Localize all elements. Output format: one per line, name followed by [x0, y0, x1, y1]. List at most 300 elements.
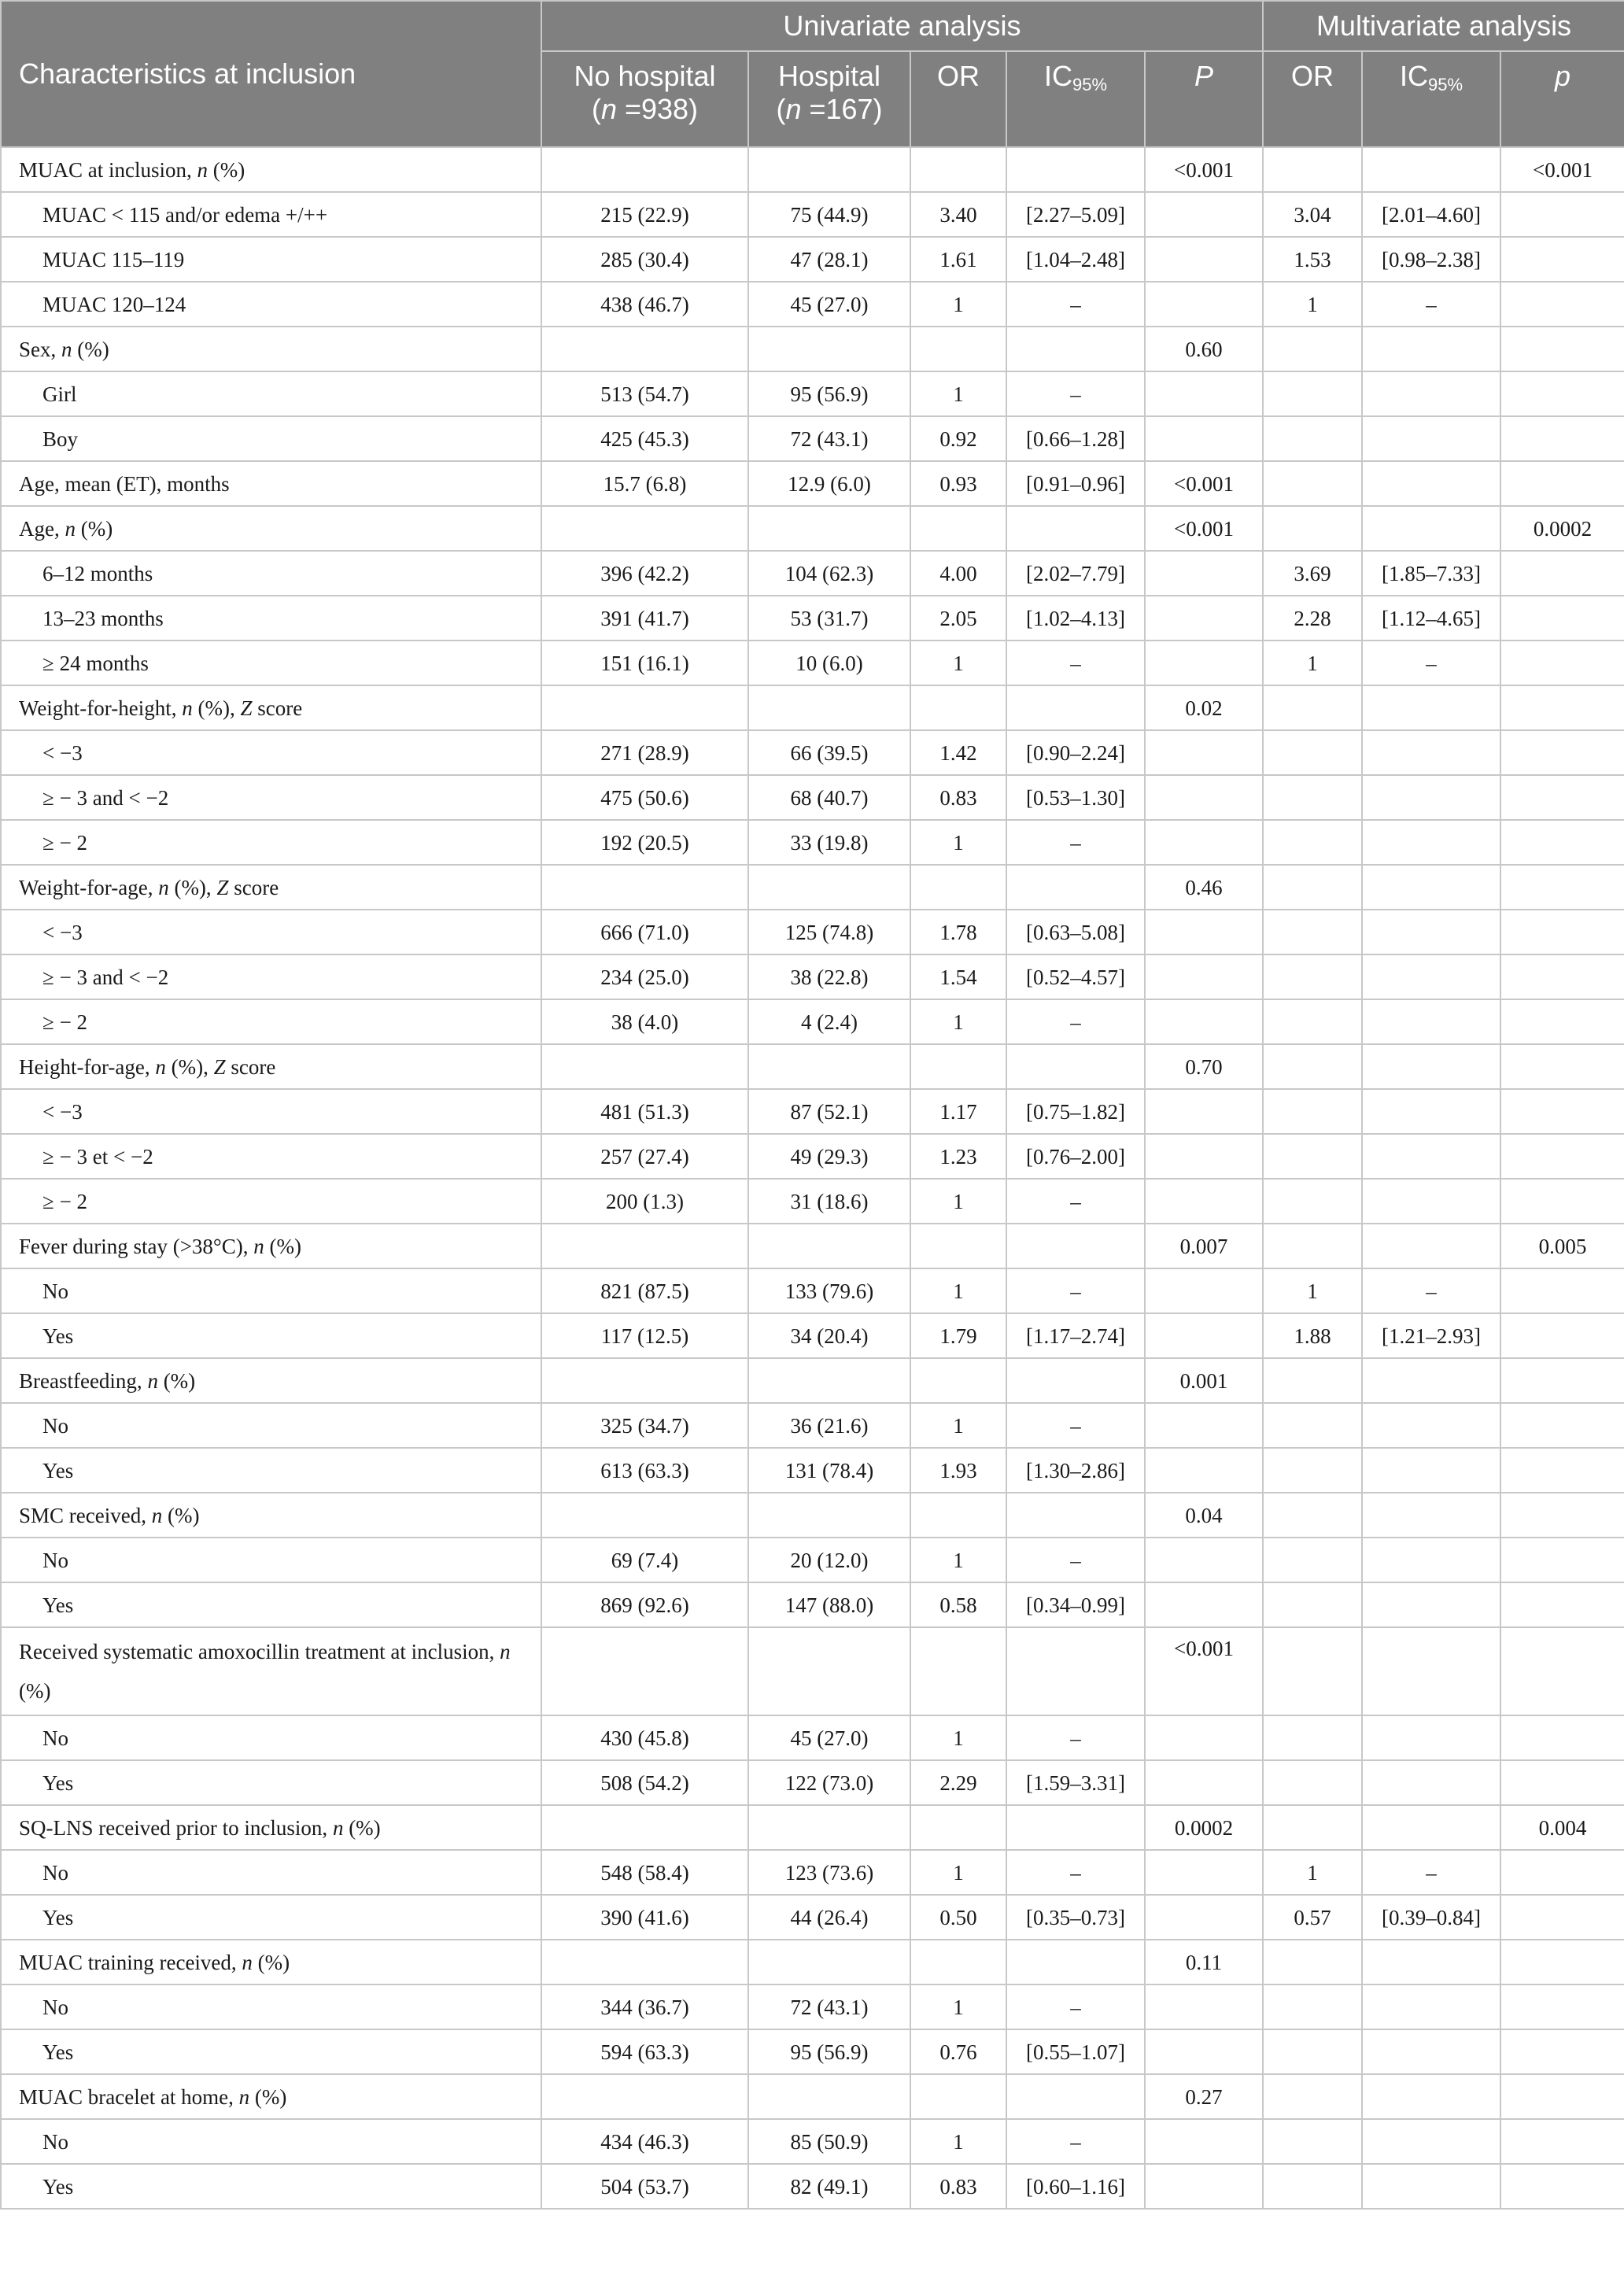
cell-multi-or [1263, 1538, 1362, 1582]
cell-hospital: 12.9 (6.0) [748, 461, 910, 506]
cell-or: 1.23 [910, 1134, 1006, 1179]
cell-multi-ic: – [1362, 282, 1500, 327]
cell-multi-ic: [1.12–4.65] [1362, 596, 1500, 641]
table-row [1, 1358, 1624, 1403]
cell-no-hospital: 594 (63.3) [541, 2029, 748, 2074]
cell-multi-or [1263, 147, 1362, 192]
cell-p: 0.02 [1145, 685, 1263, 730]
cell-multi-p [1500, 685, 1624, 730]
cell-or: 1 [910, 282, 1006, 327]
table-row [1, 1044, 1624, 1089]
cell-or: 1.17 [910, 1089, 1006, 1134]
cell-ic: – [1006, 999, 1145, 1044]
row-label: MUAC at inclusion, n (%) [1, 147, 541, 192]
cell-ic: [0.60–1.16] [1006, 2164, 1145, 2209]
cell-no-hospital: 234 (25.0) [541, 954, 748, 999]
cell-or [910, 506, 1006, 551]
cell-ic [1006, 1805, 1145, 1850]
cell-multi-ic: [0.98–2.38] [1362, 237, 1500, 282]
cell-multi-or [1263, 999, 1362, 1044]
cell-hospital: 4 (2.4) [748, 999, 910, 1044]
cell-multi-ic [1362, 327, 1500, 371]
cell-hospital [748, 327, 910, 371]
cell-multi-p [1500, 2074, 1624, 2119]
table-row [1, 327, 1624, 371]
cell-or: 1 [910, 1403, 1006, 1448]
header-hospital [748, 51, 910, 147]
cell-or: 1.78 [910, 910, 1006, 954]
cell-multi-p [1500, 1493, 1624, 1538]
cell-hospital: 82 (49.1) [748, 2164, 910, 2209]
cell-multi-p [1500, 1850, 1624, 1895]
cell-p [1145, 237, 1263, 282]
row-label: Yes [1, 1313, 541, 1358]
cell-multi-p [1500, 416, 1624, 461]
cell-hospital: 85 (50.9) [748, 2119, 910, 2164]
cell-no-hospital [541, 865, 748, 910]
cell-hospital: 123 (73.6) [748, 1850, 910, 1895]
cell-ic: [0.66–1.28] [1006, 416, 1145, 461]
cell-hospital: 95 (56.9) [748, 2029, 910, 2074]
cell-p [1145, 1538, 1263, 1582]
cell-hospital: 34 (20.4) [748, 1313, 910, 1358]
cell-multi-or [1263, 1044, 1362, 1089]
cell-no-hospital: 869 (92.6) [541, 1582, 748, 1627]
cell-multi-ic [1362, 1582, 1500, 1627]
cell-or: 1 [910, 641, 1006, 685]
cell-no-hospital: 430 (45.8) [541, 1715, 748, 1760]
cell-multi-or [1263, 2119, 1362, 2164]
cell-no-hospital: 271 (28.9) [541, 730, 748, 775]
cell-ic: – [1006, 1715, 1145, 1760]
cell-or: 0.58 [910, 1582, 1006, 1627]
cell-no-hospital [541, 1493, 748, 1538]
cell-no-hospital: 285 (30.4) [541, 237, 748, 282]
cell-p [1145, 775, 1263, 820]
cell-no-hospital [541, 1627, 748, 1715]
cell-no-hospital: 513 (54.7) [541, 371, 748, 416]
cell-p [1145, 1760, 1263, 1805]
table-row [1, 1268, 1624, 1313]
table-row [1, 1984, 1624, 2029]
cell-p: 0.60 [1145, 327, 1263, 371]
cell-no-hospital: 390 (41.6) [541, 1895, 748, 1940]
cell-no-hospital: 192 (20.5) [541, 820, 748, 865]
cell-ic: – [1006, 1850, 1145, 1895]
cell-no-hospital [541, 1224, 748, 1268]
table-row [1, 1582, 1624, 1627]
table-row [1, 1224, 1624, 1268]
cell-p: <0.001 [1145, 147, 1263, 192]
cell-hospital: 47 (28.1) [748, 237, 910, 282]
header-multivariate: Multivariate analysis [1263, 1, 1624, 51]
cell-p [1145, 1403, 1263, 1448]
cell-multi-p [1500, 910, 1624, 954]
cell-p: 0.04 [1145, 1493, 1263, 1538]
cell-hospital: 68 (40.7) [748, 775, 910, 820]
table-row [1, 1134, 1624, 1179]
cell-or: 1 [910, 2119, 1006, 2164]
header-p-multivariate: p [1500, 51, 1624, 147]
row-label: Fever during stay (>38°C), n (%) [1, 1224, 541, 1268]
cell-no-hospital: 504 (53.7) [541, 2164, 748, 2209]
cell-hospital: 125 (74.8) [748, 910, 910, 954]
row-label: < −3 [1, 1089, 541, 1134]
cell-hospital: 95 (56.9) [748, 371, 910, 416]
table-row [1, 685, 1624, 730]
cell-multi-or [1263, 1627, 1362, 1715]
table-row [1, 596, 1624, 641]
cell-multi-p [1500, 1403, 1624, 1448]
table-row [1, 910, 1624, 954]
cell-multi-ic [1362, 775, 1500, 820]
cell-multi-p: 0.004 [1500, 1805, 1624, 1850]
cell-hospital: 33 (19.8) [748, 820, 910, 865]
cell-multi-p [1500, 1089, 1624, 1134]
cell-multi-or: 1.88 [1263, 1313, 1362, 1358]
cell-multi-ic: – [1362, 641, 1500, 685]
cell-multi-or [1263, 506, 1362, 551]
cell-multi-ic [1362, 1715, 1500, 1760]
table-row [1, 2119, 1624, 2164]
cell-ic [1006, 1224, 1145, 1268]
cell-multi-or [1263, 954, 1362, 999]
cell-ic [1006, 2074, 1145, 2119]
cell-no-hospital: 344 (36.7) [541, 1984, 748, 2029]
header-no-hospital-line1: No hospital [574, 60, 716, 92]
cell-multi-ic [1362, 1044, 1500, 1089]
cell-or [910, 685, 1006, 730]
cell-multi-p [1500, 371, 1624, 416]
cell-ic: – [1006, 1538, 1145, 1582]
cell-ic: [1.30–2.86] [1006, 1448, 1145, 1493]
header-ic-sub: 95% [1072, 75, 1108, 94]
row-label: 13–23 months [1, 596, 541, 641]
table-row [1, 1895, 1624, 1940]
cell-multi-or [1263, 685, 1362, 730]
header-or-univariate: OR [910, 51, 1006, 147]
table-row [1, 2074, 1624, 2119]
cell-hospital [748, 1493, 910, 1538]
cell-multi-ic: [0.39–0.84] [1362, 1895, 1500, 1940]
cell-ic: – [1006, 1403, 1145, 1448]
row-label: No [1, 2119, 541, 2164]
cell-multi-or [1263, 1715, 1362, 1760]
cell-no-hospital: 548 (58.4) [541, 1850, 748, 1895]
cell-hospital: 38 (22.8) [748, 954, 910, 999]
row-label: Yes [1, 1760, 541, 1805]
cell-ic: [1.04–2.48] [1006, 237, 1145, 282]
table-row [1, 1538, 1624, 1582]
cell-ic: – [1006, 1984, 1145, 2029]
header-univariate: Univariate analysis [541, 1, 1263, 51]
cell-p: <0.001 [1145, 1627, 1263, 1715]
cell-multi-ic [1362, 820, 1500, 865]
cell-ic [1006, 685, 1145, 730]
cell-or: 1 [910, 1715, 1006, 1760]
cell-multi-or [1263, 1403, 1362, 1448]
cell-or [910, 1493, 1006, 1538]
table-row [1, 2164, 1624, 2209]
cell-no-hospital: 434 (46.3) [541, 2119, 748, 2164]
cell-multi-ic [1362, 506, 1500, 551]
row-label: Height-for-age, n (%), Z score [1, 1044, 541, 1089]
cell-hospital: 122 (73.0) [748, 1760, 910, 1805]
cell-multi-or [1263, 865, 1362, 910]
row-label: MUAC 120–124 [1, 282, 541, 327]
cell-multi-ic [1362, 910, 1500, 954]
cell-multi-ic [1362, 1089, 1500, 1134]
row-label: < −3 [1, 730, 541, 775]
header-hospital-line2: (n =167) [776, 93, 883, 125]
cell-or: 0.93 [910, 461, 1006, 506]
header-ic-base: IC [1043, 60, 1072, 92]
cell-multi-ic [1362, 147, 1500, 192]
row-label: No [1, 1850, 541, 1895]
cell-multi-p [1500, 730, 1624, 775]
cell-p [1145, 999, 1263, 1044]
cell-hospital [748, 1358, 910, 1403]
cell-or: 0.83 [910, 775, 1006, 820]
cell-multi-p [1500, 327, 1624, 371]
cell-multi-ic [1362, 1493, 1500, 1538]
cell-hospital: 44 (26.4) [748, 1895, 910, 1940]
cell-hospital [748, 685, 910, 730]
cell-p [1145, 730, 1263, 775]
table-row [1, 1313, 1624, 1358]
table-row [1, 1493, 1624, 1538]
cell-ic [1006, 327, 1145, 371]
cell-ic: [0.34–0.99] [1006, 1582, 1145, 1627]
cell-multi-or [1263, 1089, 1362, 1134]
cell-hospital: 36 (21.6) [748, 1403, 910, 1448]
cell-p [1145, 1179, 1263, 1224]
cell-multi-ic [1362, 865, 1500, 910]
cell-or: 0.50 [910, 1895, 1006, 1940]
table-row [1, 461, 1624, 506]
cell-no-hospital: 117 (12.5) [541, 1313, 748, 1358]
cell-hospital: 72 (43.1) [748, 1984, 910, 2029]
row-label: Yes [1, 1582, 541, 1627]
table-row [1, 1850, 1624, 1895]
row-label: Boy [1, 416, 541, 461]
cell-multi-p [1500, 1448, 1624, 1493]
cell-multi-or [1263, 1582, 1362, 1627]
cell-multi-ic [1362, 1984, 1500, 2029]
cell-no-hospital: 396 (42.2) [541, 551, 748, 596]
cell-multi-or [1263, 1805, 1362, 1850]
cell-hospital: 49 (29.3) [748, 1134, 910, 1179]
cell-or [910, 2074, 1006, 2119]
cell-multi-p [1500, 1358, 1624, 1403]
cell-hospital: 45 (27.0) [748, 1715, 910, 1760]
cell-no-hospital [541, 1805, 748, 1850]
cell-multi-p [1500, 2029, 1624, 2074]
cell-p [1145, 1089, 1263, 1134]
cell-multi-or [1263, 1358, 1362, 1403]
cell-multi-or: 3.69 [1263, 551, 1362, 596]
cell-multi-or: 0.57 [1263, 1895, 1362, 1940]
cell-multi-ic [1362, 461, 1500, 506]
cell-hospital: 10 (6.0) [748, 641, 910, 685]
cell-no-hospital: 38 (4.0) [541, 999, 748, 1044]
table-row [1, 1715, 1624, 1760]
header-ic-univariate [1006, 51, 1145, 147]
table-row [1, 775, 1624, 820]
row-label: Received systematic amoxocillin treatment at inclusion, n (%) [1, 1627, 541, 1715]
row-label: < −3 [1, 910, 541, 954]
row-label: No [1, 1403, 541, 1448]
table-row [1, 2029, 1624, 2074]
table-row [1, 192, 1624, 237]
cell-multi-p [1500, 237, 1624, 282]
cell-multi-or: 1 [1263, 1268, 1362, 1313]
cell-multi-p [1500, 1715, 1624, 1760]
cell-p: 0.70 [1145, 1044, 1263, 1089]
cell-multi-ic [1362, 1358, 1500, 1403]
cell-or: 1 [910, 999, 1006, 1044]
cell-multi-or: 1 [1263, 1850, 1362, 1895]
cell-multi-p [1500, 1268, 1624, 1313]
cell-multi-p [1500, 999, 1624, 1044]
cell-no-hospital: 821 (87.5) [541, 1268, 748, 1313]
cell-hospital: 31 (18.6) [748, 1179, 910, 1224]
cell-no-hospital: 200 (1.3) [541, 1179, 748, 1224]
cell-or: 1.42 [910, 730, 1006, 775]
cell-hospital [748, 147, 910, 192]
cell-ic [1006, 1940, 1145, 1984]
cell-no-hospital: 215 (22.9) [541, 192, 748, 237]
cell-no-hospital [541, 1358, 748, 1403]
header-hospital-line1: Hospital [777, 60, 881, 92]
cell-ic: [1.02–4.13] [1006, 596, 1145, 641]
cell-multi-ic [1362, 1224, 1500, 1268]
cell-ic: [1.59–3.31] [1006, 1760, 1145, 1805]
cell-multi-or [1263, 327, 1362, 371]
row-label: 6–12 months [1, 551, 541, 596]
header-no-hospital [541, 51, 748, 147]
cell-multi-ic [1362, 954, 1500, 999]
row-label: Girl [1, 371, 541, 416]
cell-or: 1 [910, 1984, 1006, 2029]
cell-no-hospital [541, 147, 748, 192]
cell-no-hospital: 325 (34.7) [541, 1403, 748, 1448]
cell-multi-or: 2.28 [1263, 596, 1362, 641]
cell-ic: – [1006, 641, 1145, 685]
cell-multi-p [1500, 461, 1624, 506]
cell-no-hospital: 425 (45.3) [541, 416, 748, 461]
cell-multi-or [1263, 1493, 1362, 1538]
cell-hospital: 53 (31.7) [748, 596, 910, 641]
cell-or: 0.92 [910, 416, 1006, 461]
cell-p [1145, 820, 1263, 865]
cell-p [1145, 1134, 1263, 1179]
cell-p: 0.46 [1145, 865, 1263, 910]
table-row [1, 551, 1624, 596]
cell-multi-p [1500, 1313, 1624, 1358]
cell-multi-p [1500, 1627, 1624, 1715]
row-label: ≥ − 2 [1, 820, 541, 865]
cell-multi-p [1500, 1582, 1624, 1627]
table-row [1, 865, 1624, 910]
cell-no-hospital: 15.7 (6.8) [541, 461, 748, 506]
row-label: ≥ − 3 and < −2 [1, 775, 541, 820]
cell-multi-ic [1362, 1940, 1500, 1984]
cell-ic [1006, 1493, 1145, 1538]
row-label: Yes [1, 1448, 541, 1493]
row-label: ≥ 24 months [1, 641, 541, 685]
cell-ic: [0.52–4.57] [1006, 954, 1145, 999]
cell-multi-ic [1362, 2164, 1500, 2209]
cell-p [1145, 371, 1263, 416]
row-label: Age, mean (ET), months [1, 461, 541, 506]
cell-p [1145, 1895, 1263, 1940]
cell-no-hospital [541, 1044, 748, 1089]
cell-multi-or [1263, 1984, 1362, 2029]
cell-hospital: 20 (12.0) [748, 1538, 910, 1582]
cell-p [1145, 1313, 1263, 1358]
cell-multi-or [1263, 1448, 1362, 1493]
cell-multi-or [1263, 2074, 1362, 2119]
table-row [1, 506, 1624, 551]
cell-multi-or: 1 [1263, 641, 1362, 685]
cell-or [910, 1627, 1006, 1715]
cell-multi-ic [1362, 1448, 1500, 1493]
table-row [1, 282, 1624, 327]
cell-or: 4.00 [910, 551, 1006, 596]
cell-or: 1 [910, 820, 1006, 865]
cell-multi-p: 0.0002 [1500, 506, 1624, 551]
cell-hospital: 104 (62.3) [748, 551, 910, 596]
cell-hospital [748, 1044, 910, 1089]
table-row [1, 1760, 1624, 1805]
row-label: MUAC bracelet at home, n (%) [1, 2074, 541, 2119]
cell-multi-or [1263, 820, 1362, 865]
cell-or [910, 1044, 1006, 1089]
row-label: Weight-for-height, n (%), Z score [1, 685, 541, 730]
cell-multi-p [1500, 596, 1624, 641]
cell-multi-or [1263, 371, 1362, 416]
cell-no-hospital: 438 (46.7) [541, 282, 748, 327]
cell-multi-or [1263, 1940, 1362, 1984]
cell-multi-ic: [1.21–2.93] [1362, 1313, 1500, 1358]
cell-multi-ic [1362, 1134, 1500, 1179]
cell-hospital [748, 506, 910, 551]
cell-ic: [0.55–1.07] [1006, 2029, 1145, 2074]
cell-ic: [0.35–0.73] [1006, 1895, 1145, 1940]
table-row [1, 1179, 1624, 1224]
cell-multi-p [1500, 820, 1624, 865]
table-row [1, 1448, 1624, 1493]
row-label: ≥ − 3 and < −2 [1, 954, 541, 999]
cell-no-hospital: 475 (50.6) [541, 775, 748, 820]
cell-multi-or [1263, 1179, 1362, 1224]
cell-multi-ic: [1.85–7.33] [1362, 551, 1500, 596]
cell-multi-p [1500, 1134, 1624, 1179]
cell-ic: [0.76–2.00] [1006, 1134, 1145, 1179]
cell-p: <0.001 [1145, 461, 1263, 506]
header-characteristics: Characteristics at inclusion [1, 1, 541, 147]
row-label: ≥ − 2 [1, 1179, 541, 1224]
cell-multi-p [1500, 1760, 1624, 1805]
cell-multi-ic: – [1362, 1268, 1500, 1313]
cell-multi-ic [1362, 371, 1500, 416]
cell-hospital: 66 (39.5) [748, 730, 910, 775]
cell-or [910, 1940, 1006, 1984]
cell-p [1145, 2029, 1263, 2074]
table-row [1, 641, 1624, 685]
cell-multi-ic [1362, 1805, 1500, 1850]
